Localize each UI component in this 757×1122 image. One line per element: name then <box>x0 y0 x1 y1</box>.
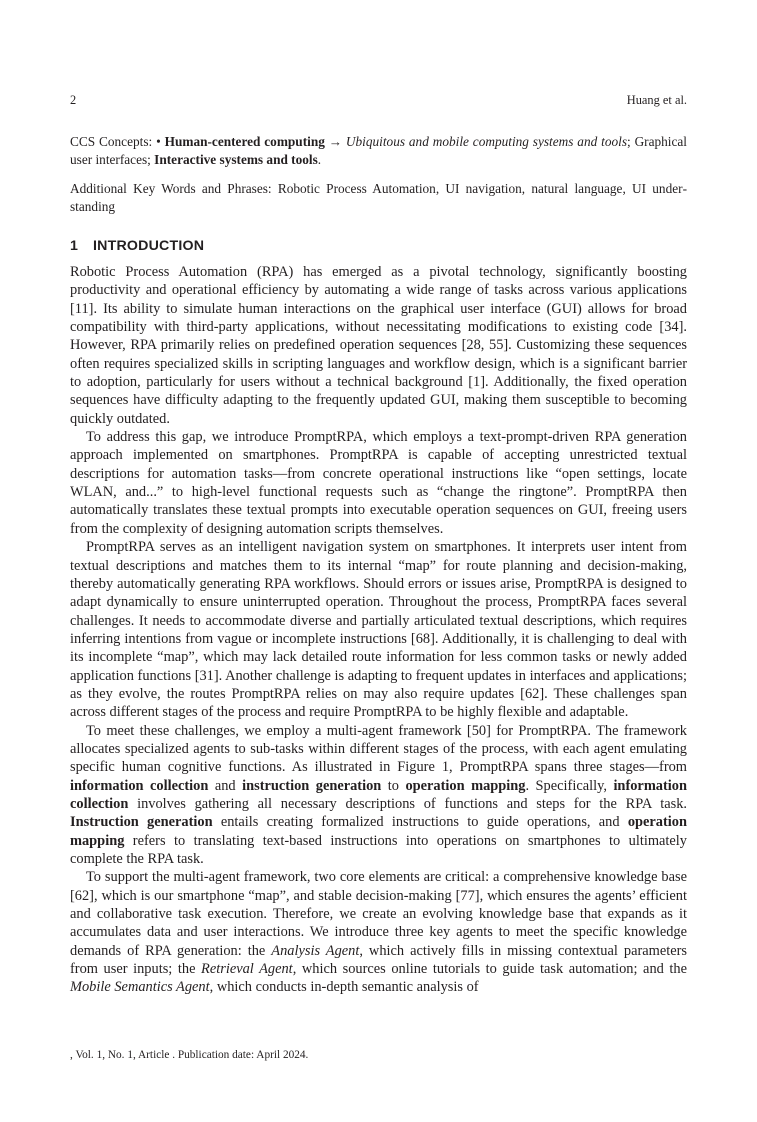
italic-term: Retrieval Agent <box>201 961 293 978</box>
text-run: , which sources online tutorials to guide task automation; and the <box>292 961 688 978</box>
keywords <box>70 180 687 217</box>
text-run: To meet these challenges, we employ a multi-agent framework [50] for PromptRPA. The framework allocates specialized agents to sub-tasks within different stages of the process, with each agent emulating specific human cognitive functions. As illustrated in Figure 1, PromptRPA spans three stages—from <box>70 722 687 776</box>
paragraph-2: To address this gap, we introduce PromptRPA, which employs a text-prompt-driven RPA generation approach implemented on smartphones. PromptRPA is capable of accepting unrestricted textual descriptions for automation tasks—from concrete operational instructions like “open settings, locate WLAN, and...” to high-level functional requests such as “change the ringtone”. PromptRPA then automatically translates these textual prompts into executable operation sequences on GUI, freeing users from the complexity of designing automation scripts themselves. <box>70 429 687 537</box>
text-run: , which actively fills in missing contextual parameters from user inputs; the <box>70 942 687 978</box>
text-run: involves gathering all necessary descriptions of functions and steps for the RPA task. <box>128 795 687 812</box>
body-text <box>70 263 687 997</box>
section-number: 1 <box>70 238 79 254</box>
running-head: Huang et al. <box>626 93 687 107</box>
page-header <box>70 93 687 109</box>
ccs-subconcept: Ubiquitous and mobile computing systems and tools <box>345 134 627 149</box>
keywords-text: Robotic Process Automation, UI navigation, natural language, UI understanding <box>70 181 687 215</box>
ccs-concepts <box>70 133 687 170</box>
paragraph-3: PromptRPA serves as an intelligent navigation system on smartphones. It interprets user intent from textual descriptions and matches them to its internal “map” for route planning and decision-making, thereby automatically generating RPA workflows. Should errors or issues arise, PromptRPA is designed to adapt dynamically to ensure uninterrupted operation. Throughout the process, PromptRPA faces several challenges. It needs to accommodate diverse and partially articulated textual descriptions, which requires inferring intentions from vague or incomplete instructions [68]. Additionally, it is challenging to deal with its incomplete “map”, which may lack detailed route information for less common tasks or newly added application functions [31]. Another challenge is adapting to frequent updates in interfaces and applications; as they evolve, the routes PromptRPA relies on may also require updates [62]. These challenges span across different stages of the process and require PromptRPA to be highly flexible and adaptable. <box>70 539 688 721</box>
keywords-label: Additional Key Words and Phrases: <box>70 181 278 196</box>
arrow-icon: → <box>324 134 346 149</box>
bold-term: operation mapping <box>405 777 526 794</box>
paragraph-4 <box>70 722 687 869</box>
text-run: To support the multi-agent framework, two core elements are critical: a comprehensive knowledge base [62], which is our smartphone “map”, and stable decision-making [77], which ensures the agents’ efficient and collaborative task execution. Therefore, we create an evolving knowledge base that expands as it accumulates data and user interactions. We introduce three key agents to meet the specific knowledge demands of RPA generation: the <box>70 869 687 959</box>
bold-term: information collection <box>70 777 209 794</box>
bold-term: operation mapping <box>70 814 687 849</box>
text-run: refers to translating text-based instructions into operations on smartphones to ultimately complete the RPA task. <box>70 832 687 867</box>
italic-term: Analysis Agent <box>271 942 360 959</box>
page-footer: , Vol. 1, No. 1, Article . Publication date: April 2024. <box>70 1049 309 1061</box>
text-run: entails creating formalized instructions to guide operations, and <box>212 814 628 831</box>
bullet-icon: • <box>156 134 161 149</box>
ccs-concept-hcc: Human-centered computing <box>164 134 325 149</box>
ccs-label: CCS Concepts: <box>70 134 157 149</box>
italic-term: Mobile Semantics Agent <box>70 979 210 996</box>
bold-term: information collection <box>70 777 687 812</box>
ccs-separator: ; Graphical user interfaces; <box>70 134 687 168</box>
paragraph-5 <box>70 868 687 996</box>
bold-term: Instruction generation <box>70 814 213 831</box>
ccs-concept-interactive: Interactive systems and tools <box>154 152 318 168</box>
bold-term: instruction generation <box>242 777 382 794</box>
text-run: . Specifically, <box>525 777 614 794</box>
page-number: 2 <box>70 93 77 107</box>
text-run: , which conducts in-depth semantic analysis of <box>209 979 479 996</box>
section-title: INTRODUCTION <box>93 238 205 254</box>
paragraph-1: Robotic Process Automation (RPA) has emerged as a pivotal technology, significantly boosting productivity and operational efficiency by automating a wide range of tasks across various applications [11]. Its ability to simulate human interactions on the graphical user interface (GUI) allows for broad compatibility with third-party applications, without necessitating modifications to existing code [34]. However, RPA primarily relies on predefined operation sequences [28, 55]. Customizing these sequences often requires specialized skills in scripting languages and workflow design, which is a significant barrier to adoption, particularly for users without a technical background [1]. Additionally, the fixed operation sequences have difficulty adapting to the frequently updated GUI, making them susceptible to becoming quickly outdated. <box>70 264 687 427</box>
section-heading <box>70 238 204 254</box>
text-run: and <box>208 777 243 794</box>
ccs-end: . <box>317 152 322 168</box>
text-run: to <box>381 777 406 794</box>
